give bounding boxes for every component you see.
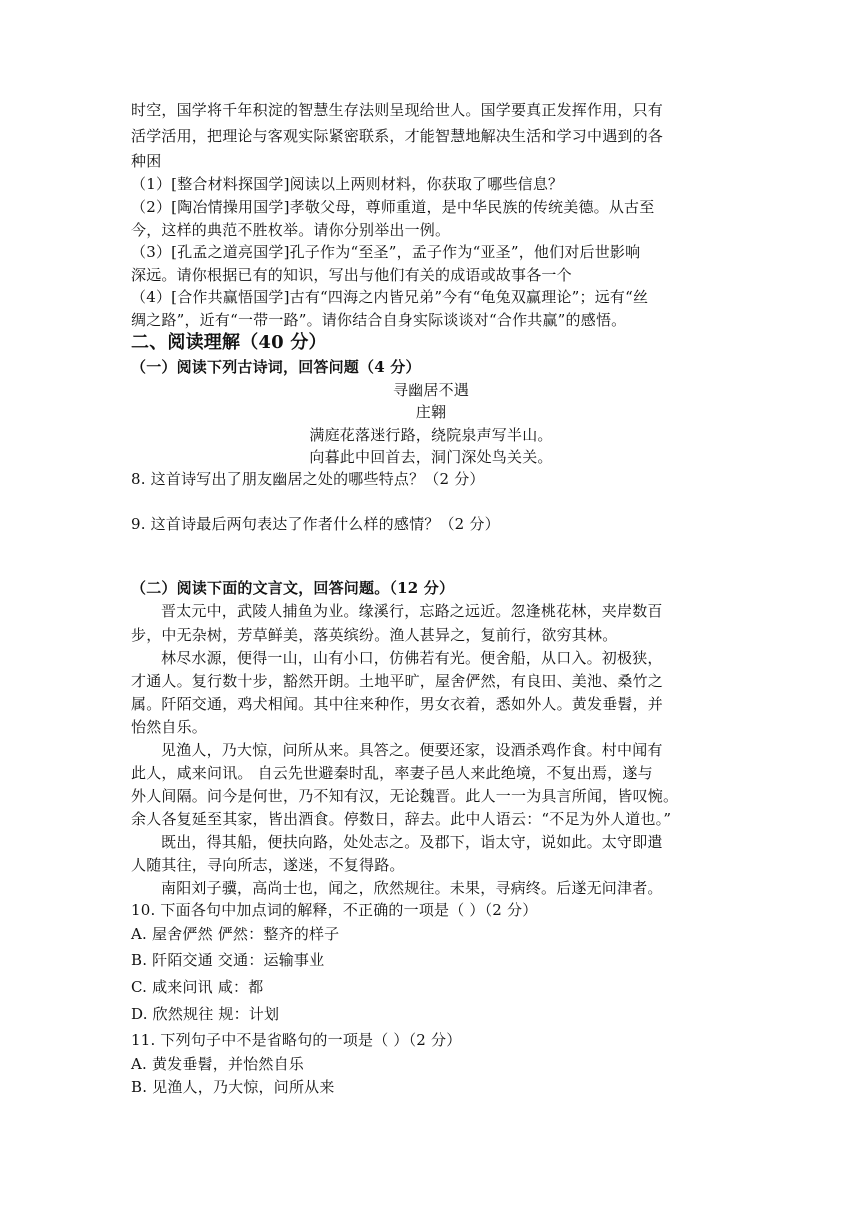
question-10-option: A. 屋舍俨然 俨然：整齐的样子 xyxy=(131,925,340,943)
question-line: 深远。请你根据已有的知识，写出与他们有关的成语或故事各一个 xyxy=(131,266,572,284)
intro-line: 活学活用，把理论与客观实际紧密联系，才能智慧地解决生活和学习中遇到的各 xyxy=(131,127,664,145)
question-10-stem: 10. 下面各句中加点词的解释，不正确的一项是（ ）（2 分） xyxy=(131,901,538,919)
passage-line: 见渔人，乃大惊，问所从来。具答之。便要还家，设酒杀鸡作食。村中闻有 xyxy=(161,741,663,759)
question-11-option: A. 黄发垂髫，并怡然自乐 xyxy=(131,1055,304,1073)
passage-line: 属。阡陌交通，鸡犬相闻。其中往来种作，男女衣着，悉如外人。黄发垂髫，并 xyxy=(131,695,664,713)
question-10-option: C. 咸来问讯 咸：都 xyxy=(131,978,264,996)
passage-line: 晋太元中，武陵人捕鱼为业。缘溪行，忘路之远近。忽逢桃花林，夹岸数百 xyxy=(161,602,663,620)
subsection-2-title: （二）阅读下面的文言文，回答问题。（12 分） xyxy=(131,579,455,597)
question-10-option: B. 阡陌交通 交通：运输事业 xyxy=(131,951,325,969)
question-line: 绸之路”，近有“一带一路”。请你结合自身实际谈谈对“合作共赢”的感悟。 xyxy=(131,311,627,329)
passage-line: 步，中无杂树，芳草鲜美，落英缤纷。渔人甚异之，复前行，欲穷其林。 xyxy=(131,626,618,644)
passage-line: 外人间隔。问今是何世，乃不知有汉，无论魏晋。此人一一为具言所闻，皆叹惋。 xyxy=(131,787,679,805)
poem-author: 庄翱 xyxy=(415,403,447,421)
subsection-1-title: （一）阅读下列古诗词，回答问题（4 分） xyxy=(131,358,421,376)
question-line: 今，这样的典范不胜枚举。请你分别举出一例。 xyxy=(131,221,451,239)
passage-line: 此人，咸来问讯。 自云先世避秦时乱，率妻子邑人来此绝境，不复出焉，遂与 xyxy=(131,764,653,782)
poem-line: 向暮此中回首去，洞门深处鸟关关。 xyxy=(309,448,553,466)
question-11-stem: 11. 下列句子中不是省略句的一项是（ ）（2 分） xyxy=(131,1031,462,1049)
passage-line: 人随其往，寻向所志，遂迷，不复得路。 xyxy=(131,856,405,874)
question-8: 8. 这首诗写出了朋友幽居之处的哪些特点？（2 分） xyxy=(131,470,485,488)
passage-line: 怡然自乐。 xyxy=(131,718,208,736)
intro-line: 种困 xyxy=(131,152,162,170)
question-11-option: B. 见渔人，乃大惊，问所从来 xyxy=(131,1078,335,1096)
question-10-option: D. 欣然规往 规：计划 xyxy=(131,1005,280,1023)
question-line: （4）[合作共赢悟国学]古有“四海之内皆兄弟”今有“龟兔双赢理论”；远有“丝 xyxy=(131,288,649,306)
question-9: 9. 这首诗最后两句表达了作者什么样的感情？（2 分） xyxy=(131,515,500,533)
passage-line: 才通人。复行数十步，豁然开朗。土地平旷，屋舍俨然，有良田、美池、桑竹之 xyxy=(131,672,664,690)
section-2-title: 二、阅读理解（40 分） xyxy=(131,332,327,353)
question-line: （2）[陶冶情操用国学]孝敬父母，尊师重道，是中华民族的传统美德。从古至 xyxy=(131,198,655,216)
question-line: （3）[孔孟之道亮国学]孔子作为“至圣”，孟子作为“亚圣”，他们对后世影响 xyxy=(131,243,641,261)
passage-line: 林尽水源，便得一山，山有小口，仿佛若有光。便舍船，从口入。初极狭， xyxy=(161,649,663,667)
question-line: （1）[整合材料探国学]阅读以上两则材料，你获取了哪些信息？ xyxy=(131,175,564,193)
poem-title: 寻幽居不遇 xyxy=(392,381,469,399)
intro-line: 时空，国学将千年积淀的智慧生存法则呈现给世人。国学要真正发挥作用，只有 xyxy=(131,101,664,119)
poem-line: 满庭花落迷行路，绕院泉声写半山。 xyxy=(309,426,553,444)
passage-line: 既出，得其船，便扶向路，处处志之。及郡下，诣太守，说如此。太守即遣 xyxy=(161,833,663,851)
passage-line: 南阳刘子骥，高尚士也，闻之，欣然规往。未果，寻病终。后遂无问津者。 xyxy=(161,879,663,897)
passage-line: 余人各复延至其家，皆出酒食。停数日，辞去。此中人语云：“不足为外人道也。” xyxy=(131,810,672,828)
